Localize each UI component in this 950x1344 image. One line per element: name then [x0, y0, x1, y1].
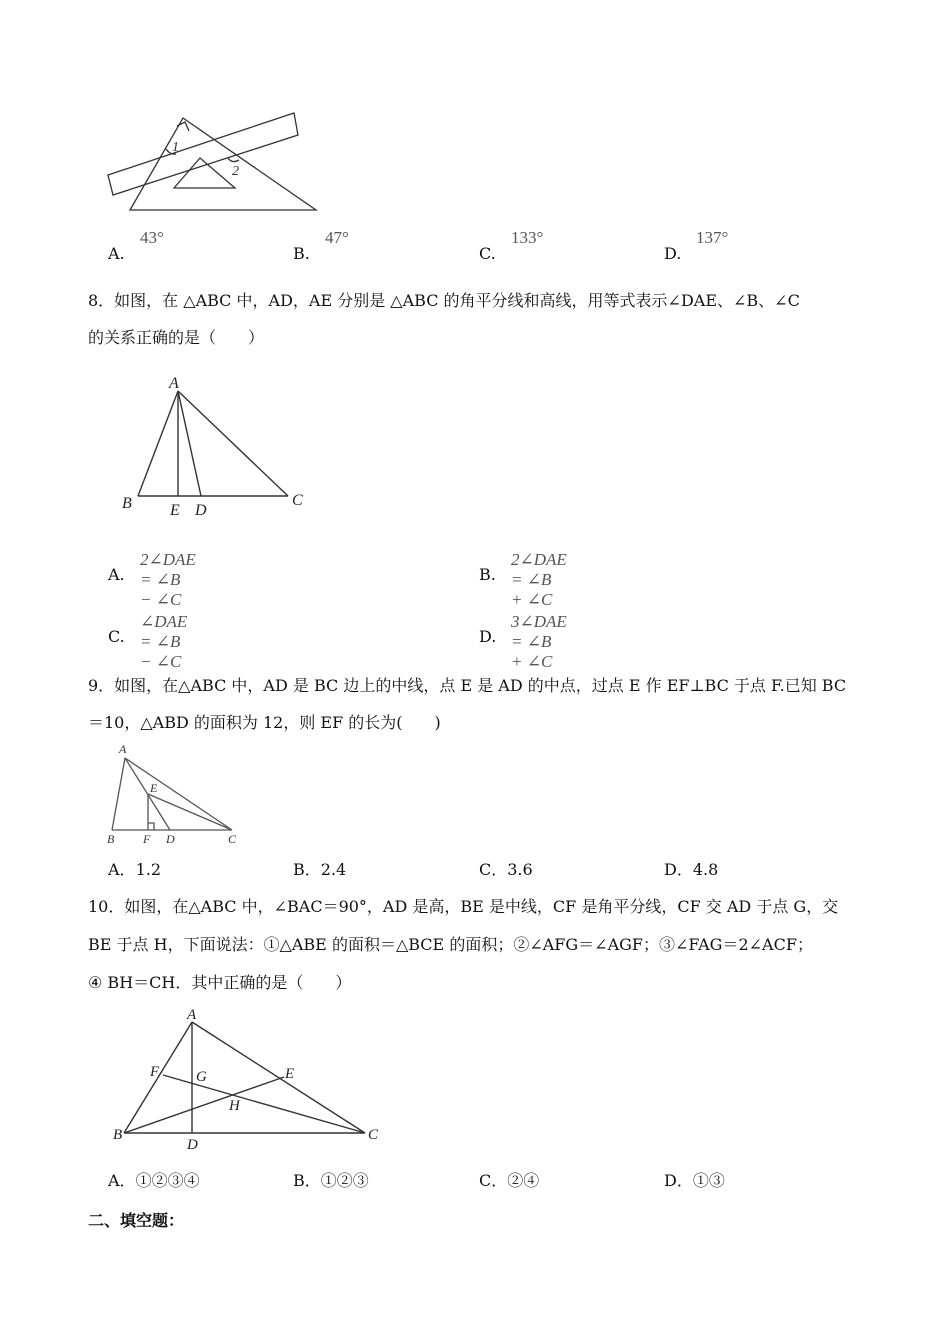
- q7-option-d-value: 137°: [696, 228, 729, 247]
- section2-title: 二、填空题：: [88, 1211, 185, 1230]
- q10-label-e: E: [285, 1066, 295, 1082]
- q10-option-a-value: ①②③④: [135, 1171, 200, 1190]
- q7-angle1-arc: [166, 149, 176, 154]
- q7-angle2-arc: [228, 158, 239, 162]
- q10-option-c-letter: C．: [479, 1171, 508, 1190]
- q8-option-a-value: 2∠DAE = ∠B − ∠C: [140, 550, 196, 609]
- q10-option-d-letter: D．: [664, 1171, 693, 1190]
- q9-option-d-value: 4.8: [692, 860, 719, 879]
- q10-label-f: F: [150, 1064, 160, 1080]
- q9-option-b[interactable]: [293, 860, 346, 880]
- q8-option-b-value: 2∠DAE = ∠B + ∠C: [511, 550, 567, 609]
- q10-label-a: A: [187, 1007, 197, 1023]
- q10-label-b: B: [113, 1127, 123, 1143]
- q8-label-c: C: [292, 492, 303, 509]
- q10-stem-line1: 10．如图，在△ABC 中，∠BAC＝90°，AD 是高，BE 是中线，CF 是角平分线，CF 交 AD 于点 G，交: [88, 897, 839, 916]
- q10-label-c: C: [368, 1127, 379, 1143]
- q7-inner-triangle: [174, 158, 235, 188]
- q7-option-a-value: 43°: [140, 228, 164, 247]
- q9-option-c[interactable]: [479, 860, 533, 880]
- q8-option-c-value: ∠DAE = ∠B − ∠C: [140, 612, 188, 671]
- q8-option-a-letter: A.: [108, 565, 125, 584]
- q7-label-2: 2: [232, 164, 239, 179]
- q9-label-b: B: [107, 832, 115, 846]
- q10-label-h: H: [229, 1098, 240, 1114]
- q7-right-angle-mark: [177, 122, 189, 131]
- q10-option-b[interactable]: [293, 1171, 369, 1191]
- q9-option-c-letter: C．: [479, 860, 508, 879]
- q9-option-a-value: 1.2: [135, 860, 162, 879]
- q10-stem-line2: BE 于点 H，下面说法：①△ABE 的面积＝△BCE 的面积；②∠AFG＝∠AGF；③∠FAG＝2∠ACF；: [88, 935, 813, 954]
- q10-label-g: G: [196, 1069, 207, 1085]
- q8-option-d-letter: D.: [479, 627, 497, 646]
- q9-stem-line2: ＝10，△ABD 的面积为 12，则 EF 的长为( ): [88, 713, 441, 732]
- q9-option-b-letter: B．: [293, 860, 321, 879]
- q8-label-d: D: [195, 502, 207, 519]
- q10-option-a[interactable]: [108, 1171, 200, 1191]
- q7-option-c-letter: C.: [479, 244, 496, 263]
- q9-option-a[interactable]: [108, 860, 161, 880]
- q10-option-a-letter: A．: [108, 1171, 136, 1190]
- q10-option-d-value: ①③: [692, 1171, 725, 1190]
- q7-option-d-letter: D.: [664, 244, 682, 263]
- q10-label-d: D: [187, 1137, 198, 1153]
- q10-option-c-value: ②④: [507, 1171, 540, 1190]
- q8-option-c-letter: C.: [108, 627, 125, 646]
- q9-label-f: F: [143, 832, 151, 846]
- q9-label-d: D: [166, 832, 175, 846]
- q8-label-e: E: [170, 502, 180, 519]
- q9-stem-line1: 9．如图，在△ABC 中，AD 是 BC 边上的中线，点 E 是 AD 的中点，过点 E 作 EF⊥BC 于点 F.已知 BC: [88, 676, 847, 695]
- q8-stem-line1: 8．如图，在 △ABC 中，AD，AE 分别是 △ABC 的角平分线和高线，用等式表示∠DAE、∠B、∠C: [88, 291, 800, 310]
- q7-label-1: 1: [172, 140, 179, 155]
- q10-option-d[interactable]: [664, 1171, 725, 1191]
- q9-option-a-letter: A．: [108, 860, 136, 879]
- q10-option-b-value: ①②③: [320, 1171, 369, 1190]
- q9-option-d-letter: D．: [664, 860, 693, 879]
- q9-option-b-value: 2.4: [320, 860, 347, 879]
- q7-ruler: [108, 113, 298, 195]
- q8-option-d-value: 3∠DAE = ∠B + ∠C: [511, 612, 567, 671]
- q9-option-c-value: 3.6: [507, 860, 533, 879]
- q10-option-b-letter: B．: [293, 1171, 321, 1190]
- q9-option-d[interactable]: [664, 860, 718, 880]
- q7-option-b-value: 47°: [325, 228, 349, 247]
- q8-label-a: A: [169, 375, 179, 392]
- q8-label-b: B: [122, 495, 132, 512]
- q10-stem-line3: ④ BH＝CH．其中正确的是（ ）: [88, 973, 352, 992]
- q8-option-b-letter: B.: [479, 565, 496, 584]
- q9-label-e: E: [150, 781, 158, 795]
- q8-stem-line2: 的关系正确的是（ ）: [88, 328, 265, 347]
- q9-label-a: A: [119, 742, 127, 756]
- q7-option-b-letter: B.: [293, 244, 310, 263]
- q7-big-triangle: [130, 118, 316, 210]
- q9-label-c: C: [228, 832, 237, 846]
- q7-option-c-value: 133°: [511, 228, 544, 247]
- q7-option-a-letter: A.: [108, 244, 125, 263]
- q10-option-c[interactable]: [479, 1171, 539, 1191]
